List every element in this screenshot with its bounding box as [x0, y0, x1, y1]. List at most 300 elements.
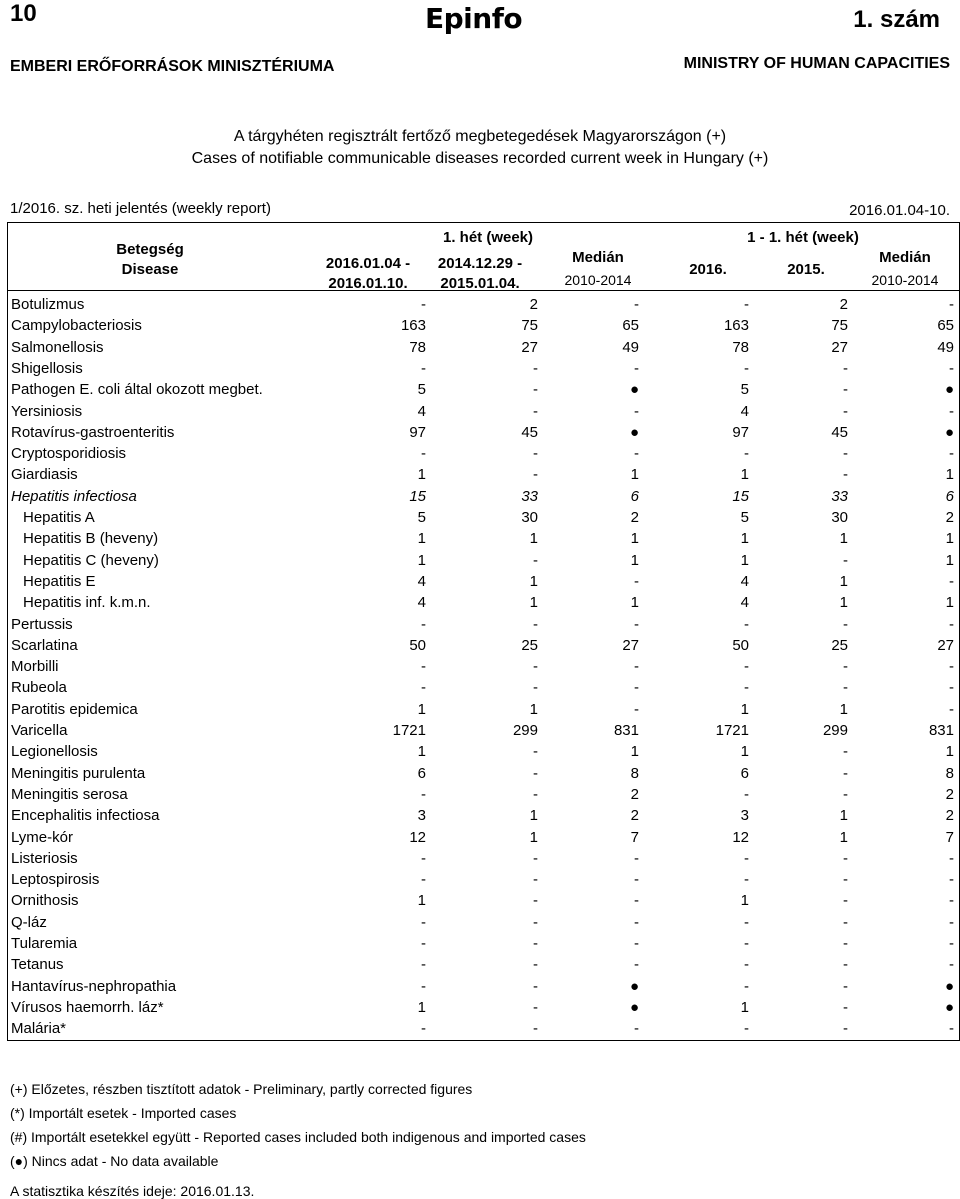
cell-value: -	[744, 871, 749, 889]
table-cell	[788, 701, 848, 718]
table-cell	[366, 296, 426, 313]
disease-name: Tetanus	[11, 956, 64, 974]
cell-value: 1	[740, 998, 749, 1016]
table-cell	[689, 722, 749, 739]
cell-value: 97	[732, 423, 749, 441]
table-cell	[894, 530, 954, 547]
cell-value: -	[533, 679, 538, 697]
cell-value: 1	[630, 466, 639, 484]
table-cell	[579, 1020, 639, 1037]
table-cell	[579, 445, 639, 462]
table-cell	[366, 1020, 426, 1037]
table-cell	[478, 466, 538, 483]
table-cell	[366, 424, 426, 441]
table-cell	[788, 637, 848, 654]
cell-value: 2	[839, 296, 848, 313]
table-cell	[894, 509, 954, 526]
table-cell	[788, 978, 848, 995]
table-cell	[788, 786, 848, 803]
cell-value: -	[421, 935, 426, 952]
table-cell	[579, 743, 639, 760]
cell-value: 7	[945, 828, 954, 846]
table-cell	[366, 956, 426, 973]
cell-value: 3	[417, 807, 426, 825]
table-cell	[788, 956, 848, 973]
cell-value: -	[634, 445, 639, 463]
epinfo-logo: Epinfo	[425, 2, 523, 35]
cell-value: -	[421, 296, 426, 313]
table-cell	[478, 403, 538, 420]
cell-value: -	[533, 359, 538, 377]
table-cell	[366, 850, 426, 867]
cell-value: -	[744, 956, 749, 974]
table-cell	[894, 296, 954, 313]
table-cell	[788, 488, 848, 505]
table-cell	[478, 594, 538, 611]
table-cell	[366, 509, 426, 526]
table-cell	[366, 701, 426, 718]
disease-name: Morbilli	[11, 658, 59, 676]
table-cell	[579, 594, 639, 611]
cell-value: -	[533, 445, 538, 463]
cell-value: -	[634, 572, 639, 590]
header-col3-line1: Medián	[572, 249, 624, 266]
disease-name: Rotavírus-gastroenteritis	[11, 423, 175, 441]
cell-value: -	[421, 977, 426, 995]
table-cell	[788, 1020, 848, 1037]
footnote-imported: (*) Importált esetek - Imported cases	[10, 1105, 237, 1121]
table-cell	[478, 573, 538, 590]
table-cell	[788, 594, 848, 611]
table-cell	[894, 1020, 954, 1037]
cell-value: -	[421, 849, 426, 867]
table-cell	[478, 509, 538, 526]
table-cell	[579, 466, 639, 483]
disease-name: Hepatitis E	[23, 572, 96, 590]
table-cell	[894, 807, 954, 824]
disease-name: Q-láz	[11, 913, 47, 931]
cell-value: -	[634, 615, 639, 633]
table-cell	[366, 573, 426, 590]
table-cell	[478, 1020, 538, 1037]
table-cell	[366, 381, 426, 398]
cell-value: -	[744, 1020, 749, 1038]
cell-value: -	[843, 445, 848, 463]
table-cell	[689, 381, 749, 398]
cell-value: 65	[937, 317, 954, 335]
table-cell	[689, 829, 749, 846]
cell-value: -	[744, 445, 749, 463]
table-cell	[894, 722, 954, 739]
cell-value: -	[949, 445, 954, 463]
cell-value: -	[843, 998, 848, 1016]
table-cell	[689, 701, 749, 718]
table-cell	[788, 381, 848, 398]
cell-value: 27	[937, 636, 954, 654]
table-cell	[579, 765, 639, 782]
cell-value: -	[843, 743, 848, 761]
cell-value: 2	[945, 509, 954, 526]
table-cell	[579, 296, 639, 313]
cell-value: 27	[831, 338, 848, 356]
table-cell	[478, 807, 538, 824]
cell-value: 1	[839, 828, 848, 846]
table-cell	[788, 914, 848, 931]
disease-name: Lyme-kór	[11, 828, 73, 846]
cell-value: -	[533, 743, 538, 761]
cell-value: -	[744, 359, 749, 377]
cell-value: 6	[417, 764, 426, 782]
table-cell	[788, 424, 848, 441]
cell-value: 1	[529, 572, 538, 590]
table-cell	[478, 317, 538, 334]
table-cell	[366, 679, 426, 696]
cell-value: -	[533, 956, 538, 974]
table-cell	[579, 403, 639, 420]
header-col2-line2: 2015.01.04.	[440, 275, 520, 292]
table-cell	[366, 403, 426, 420]
header-disease-hu: Betegség	[116, 241, 184, 258]
table-cell	[689, 616, 749, 633]
cell-value: -	[533, 998, 538, 1016]
header-col1-line2: 2016.01.10.	[328, 275, 408, 292]
table-cell	[788, 466, 848, 483]
cell-value: 1721	[392, 722, 426, 739]
table-cell	[894, 978, 954, 995]
cell-value: 1	[417, 998, 426, 1016]
table-title-en: Cases of notifiable communicable diseases recorded current week in Hungary (+)	[191, 150, 769, 167]
table-cell	[689, 892, 749, 909]
cell-value: 4	[740, 572, 749, 590]
cell-value: -	[634, 359, 639, 377]
cell-value: 6	[740, 764, 749, 782]
table-cell	[894, 594, 954, 611]
table-cell	[788, 765, 848, 782]
table-cell	[689, 658, 749, 675]
table-cell	[579, 679, 639, 696]
table-cell	[366, 658, 426, 675]
cell-value: 1	[740, 466, 749, 484]
cell-value: -	[533, 849, 538, 867]
cell-value: 1	[740, 743, 749, 761]
table-cell	[689, 637, 749, 654]
table-cell	[788, 871, 848, 888]
cell-value: -	[533, 615, 538, 633]
cell-value: -	[949, 296, 954, 313]
table-cell	[788, 679, 848, 696]
table-cell	[579, 914, 639, 931]
table-cell	[894, 743, 954, 760]
table-cell	[894, 552, 954, 569]
cell-value: -	[533, 551, 538, 569]
no-data-marker: ●	[629, 998, 639, 1016]
table-cell	[894, 616, 954, 633]
cell-value: 2	[945, 785, 954, 803]
table-cell	[689, 743, 749, 760]
table-cell	[366, 999, 426, 1016]
table-cell	[579, 892, 639, 909]
cell-value: -	[634, 296, 639, 313]
table-title-hu: A tárgyhéten regisztrált fertőző megbetegedések Magyarországon (+)	[233, 128, 727, 145]
table-cell	[478, 658, 538, 675]
table-cell	[788, 658, 848, 675]
cell-value: -	[533, 892, 538, 910]
cell-value: -	[634, 871, 639, 889]
cell-value: 1	[945, 551, 954, 569]
table-cell	[579, 616, 639, 633]
header-col3-line2: 2010-2014	[564, 272, 632, 288]
table-cell	[478, 892, 538, 909]
table-cell	[579, 658, 639, 675]
cell-value: 1	[945, 466, 954, 484]
cell-value: -	[744, 615, 749, 633]
table-cell	[579, 722, 639, 739]
cell-value: 65	[622, 317, 639, 335]
table-cell	[689, 424, 749, 441]
cell-value: 6	[630, 487, 639, 505]
table-cell	[366, 360, 426, 377]
table-cell	[689, 488, 749, 505]
table-cell	[788, 829, 848, 846]
table-cell	[579, 360, 639, 377]
cell-value: 5	[417, 509, 426, 526]
table-cell	[894, 445, 954, 462]
cell-value: 75	[831, 317, 848, 335]
cell-value: 299	[822, 722, 848, 739]
cell-value: -	[843, 956, 848, 974]
table-cell	[894, 573, 954, 590]
table-cell	[894, 914, 954, 931]
cell-value: -	[949, 956, 954, 974]
cell-value: -	[421, 785, 426, 803]
table-cell	[478, 296, 538, 313]
cell-value: -	[744, 658, 749, 676]
table-cell	[894, 658, 954, 675]
cell-value: 1	[839, 700, 848, 718]
table-cell	[894, 999, 954, 1016]
cell-value: 12	[409, 828, 426, 846]
cell-value: -	[949, 402, 954, 420]
cell-value: 1	[417, 892, 426, 910]
cell-value: 4	[740, 402, 749, 420]
no-data-marker: ●	[944, 381, 954, 399]
table-cell	[689, 552, 749, 569]
cell-value: 163	[723, 317, 749, 335]
disease-name: Botulizmus	[11, 296, 85, 313]
cell-value: -	[949, 658, 954, 676]
cell-value: 1	[740, 700, 749, 718]
cell-value: -	[634, 1020, 639, 1038]
header-col6-line1: Medián	[879, 249, 931, 266]
cell-value: -	[634, 892, 639, 910]
cell-value: -	[949, 935, 954, 952]
cell-value: 2	[529, 296, 538, 313]
table-cell	[894, 935, 954, 952]
cell-value: 1	[630, 530, 639, 548]
cell-value: -	[744, 977, 749, 995]
header-group-cumulative: 1 - 1. hét (week)	[747, 229, 859, 246]
disease-name: Meningitis serosa	[11, 785, 128, 803]
disease-name: Tularemia	[11, 935, 78, 952]
header-divider	[8, 290, 959, 291]
cell-value: -	[843, 935, 848, 952]
cell-value: -	[843, 764, 848, 782]
table-cell	[478, 637, 538, 654]
cell-value: -	[533, 381, 538, 399]
table-cell	[366, 786, 426, 803]
table-cell	[579, 850, 639, 867]
disease-name: Varicella	[11, 722, 68, 739]
cell-value: 1721	[715, 722, 749, 739]
table-cell	[579, 956, 639, 973]
cell-value: -	[949, 679, 954, 697]
table-cell	[366, 743, 426, 760]
table-cell	[478, 722, 538, 739]
cell-value: -	[843, 551, 848, 569]
disease-name: Hepatitis A	[23, 509, 95, 526]
cell-value: 1	[839, 594, 848, 612]
cell-value: 12	[732, 828, 749, 846]
table-cell	[788, 317, 848, 334]
table-cell	[478, 530, 538, 547]
table-cell	[478, 871, 538, 888]
cell-value: 2	[630, 509, 639, 526]
cell-value: -	[744, 935, 749, 952]
cell-value: 1	[839, 572, 848, 590]
cell-value: 2	[630, 785, 639, 803]
disease-name: Encephalitis infectiosa	[11, 807, 160, 825]
table-cell	[894, 786, 954, 803]
cell-value: -	[421, 1020, 426, 1038]
table-cell	[478, 829, 538, 846]
cell-value: 1	[417, 530, 426, 548]
cell-value: 5	[740, 509, 749, 526]
no-data-marker: ●	[629, 381, 639, 399]
cell-value: 78	[732, 338, 749, 356]
disease-name: Meningitis purulenta	[11, 764, 146, 782]
cell-value: 27	[622, 636, 639, 654]
disease-name: Campylobacteriosis	[11, 317, 142, 335]
cell-value: -	[634, 935, 639, 952]
table-cell	[579, 978, 639, 995]
table-cell	[579, 807, 639, 824]
table-cell	[366, 616, 426, 633]
disease-name: Yersiniosis	[11, 402, 83, 420]
no-data-marker: ●	[629, 977, 639, 995]
table-cell	[478, 935, 538, 952]
table-cell	[579, 637, 639, 654]
cell-value: -	[843, 785, 848, 803]
cell-value: -	[533, 935, 538, 952]
cell-value: -	[533, 871, 538, 889]
table-cell	[579, 488, 639, 505]
table-cell	[788, 552, 848, 569]
table-cell	[478, 765, 538, 782]
cell-value: 78	[409, 338, 426, 356]
table-cell	[366, 765, 426, 782]
cell-value: 4	[740, 594, 749, 612]
disease-name: Ornithosis	[11, 892, 79, 910]
disease-name: Rubeola	[11, 679, 67, 697]
table-cell	[788, 530, 848, 547]
cell-value: -	[421, 445, 426, 463]
table-cell	[689, 317, 749, 334]
table-cell	[366, 722, 426, 739]
table-cell	[689, 296, 749, 313]
cell-value: 1	[529, 530, 538, 548]
cell-value: -	[843, 658, 848, 676]
disease-table	[7, 222, 960, 1041]
table-cell	[788, 445, 848, 462]
disease-name: Malária*	[11, 1020, 67, 1038]
table-cell	[788, 403, 848, 420]
cell-value: 97	[409, 423, 426, 441]
cell-value: -	[843, 359, 848, 377]
table-cell	[478, 360, 538, 377]
table-cell	[689, 530, 749, 547]
cell-value: -	[843, 892, 848, 910]
issue-number: 1. szám	[853, 6, 940, 33]
table-cell	[579, 935, 639, 952]
no-data-marker: ●	[944, 977, 954, 995]
cell-value: 4	[417, 594, 426, 612]
table-cell	[788, 892, 848, 909]
cell-value: 30	[831, 509, 848, 526]
table-cell	[788, 850, 848, 867]
table-cell	[478, 786, 538, 803]
cell-value: -	[843, 402, 848, 420]
table-cell	[788, 935, 848, 952]
table-cell	[579, 829, 639, 846]
cell-value: 163	[400, 317, 426, 335]
table-cell	[689, 445, 749, 462]
table-cell	[478, 679, 538, 696]
cell-value: -	[421, 658, 426, 676]
disease-name: Hantavírus-nephropathia	[11, 977, 177, 995]
cell-value: -	[634, 956, 639, 974]
cell-value: 15	[732, 487, 749, 505]
table-cell	[788, 616, 848, 633]
cell-value: 25	[521, 636, 538, 654]
cell-value: 1	[945, 530, 954, 548]
table-cell	[478, 488, 538, 505]
cell-value: -	[843, 381, 848, 399]
table-cell	[579, 871, 639, 888]
table-cell	[478, 850, 538, 867]
cell-value: 8	[945, 764, 954, 782]
cell-value: -	[843, 977, 848, 995]
header-group-week: 1. hét (week)	[442, 229, 534, 246]
cell-value: 1	[417, 743, 426, 761]
cell-value: -	[533, 658, 538, 676]
table-cell	[894, 381, 954, 398]
cell-value: 1	[945, 743, 954, 761]
table-cell	[478, 999, 538, 1016]
cell-value: 1	[417, 551, 426, 569]
cell-value: 30	[521, 509, 538, 526]
disease-name: Listeriosis	[11, 849, 78, 867]
cell-value: -	[421, 871, 426, 889]
cell-value: -	[843, 913, 848, 931]
table-cell	[894, 637, 954, 654]
table-cell	[579, 786, 639, 803]
cell-value: -	[533, 466, 538, 484]
table-cell	[579, 317, 639, 334]
table-cell	[689, 807, 749, 824]
table-cell	[366, 871, 426, 888]
cell-value: -	[421, 956, 426, 974]
cell-value: 15	[409, 487, 426, 505]
